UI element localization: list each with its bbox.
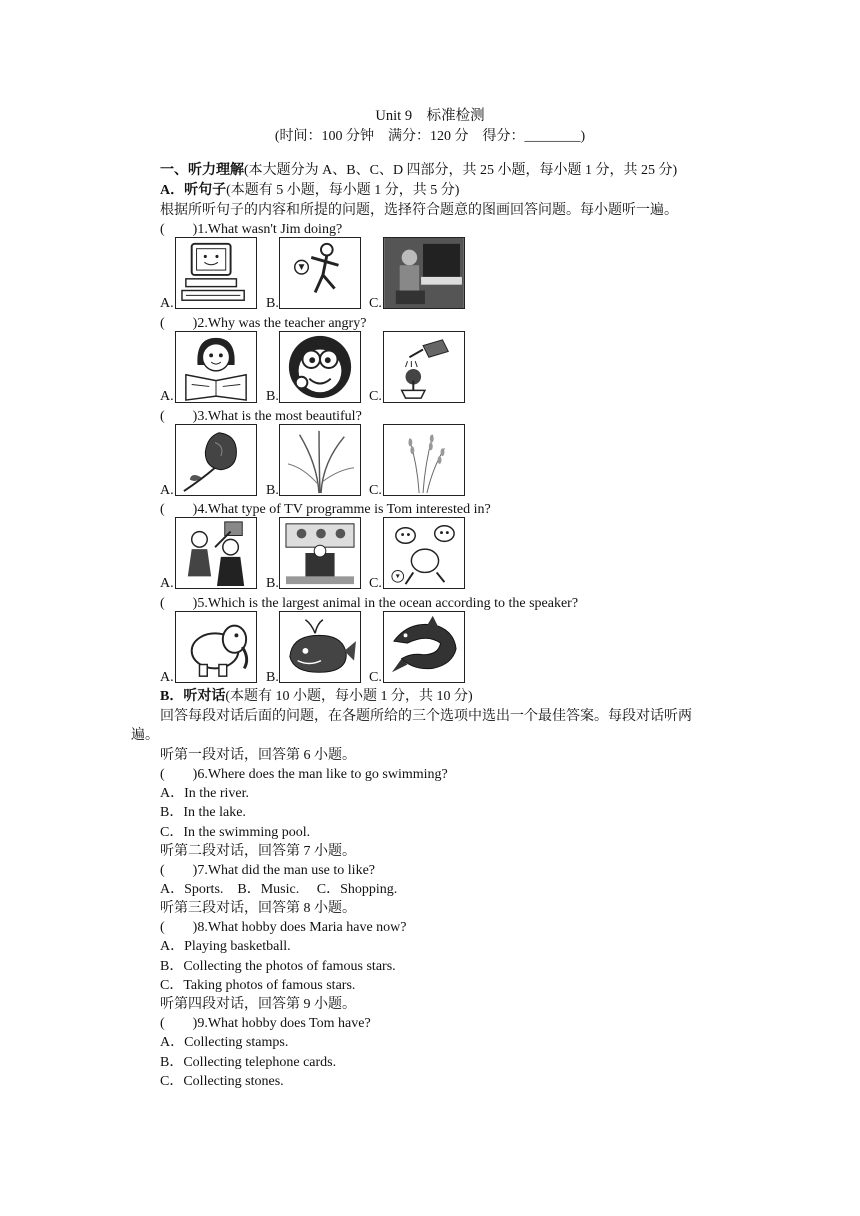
q2-option-c-label: C. (369, 389, 382, 404)
dialog-line: C．In the swimming pool. (160, 825, 311, 840)
q3-option-c-label: C. (369, 483, 382, 498)
q3-option-a-label: A. (160, 483, 174, 498)
q3-option-b-label: B. (266, 483, 279, 498)
part-b-heading (160, 688, 473, 706)
dialog-line: C．Collecting stones. (160, 1074, 284, 1089)
dialog-line: ( )8.What hobby does Maria have now? (160, 920, 407, 935)
q2-option-b-label: B. (266, 389, 279, 404)
part-b-instruction-line1: 回答每段对话后面的问题，在各题所给的三个选项中选出一个最佳答案。每段对话听两 (160, 709, 692, 724)
dolphin-icon (383, 611, 465, 683)
part-a-instruction: 根据所听句子的内容和所提的问题，选择符合题意的图画回答问题。每小题听一遍。 (160, 203, 678, 218)
dialog-line: ( )6.Where does the man like to go swimming? (160, 767, 448, 782)
rice-plant-icon (383, 424, 465, 496)
question-4-stem: ( )4.What type of TV programme is Tom interested in? (160, 502, 491, 517)
section-note: (本大题分为 A、B、C、D 四部分，共 25 小题，每小题 1 分，共 25 分) (244, 163, 678, 178)
page-subtitle: (时间：100 分钟 满分：120 分 得分：________) (274, 129, 586, 144)
watering-plant-icon (383, 331, 465, 403)
question-1-stem: ( )1.What wasn't Jim doing? (160, 222, 343, 237)
cartoon-icon (383, 517, 465, 589)
part-a-heading (160, 182, 459, 200)
section-heading (160, 162, 677, 180)
q4-option-b-label: B. (266, 576, 279, 591)
soccer-player-icon (279, 237, 361, 309)
question-3-stem: ( )3.What is the most beautiful? (160, 409, 362, 424)
part-b-title: B．听对话 (160, 689, 226, 704)
drama-icon (175, 517, 257, 589)
question-2-stem: ( )2.Why was the teacher angry? (160, 316, 367, 331)
elephant-icon (175, 611, 257, 683)
dialog-line: C．Taking photos of famous stars. (160, 978, 356, 993)
part-a-note: (本题有 5 小题，每小题 1 分，共 5 分) (226, 183, 460, 198)
q1-option-a-label: A. (160, 296, 174, 311)
dialog-line: B．Collecting the photos of famous stars. (160, 959, 396, 974)
part-b-note: (本题有 10 小题，每小题 1 分，共 10 分) (225, 689, 473, 704)
smiley-face-icon (279, 331, 361, 403)
dialog-line: B．Collecting telephone cards. (160, 1055, 337, 1070)
rose-icon (175, 424, 257, 496)
q4-option-a-label: A. (160, 576, 174, 591)
grass-icon (279, 424, 361, 496)
dialog-line: A．Sports. B．Music. C．Shopping. (160, 882, 398, 897)
dialog-line: 听第二段对话，回答第 7 小题。 (160, 844, 356, 859)
page-title: Unit 9 标准检测 (375, 108, 485, 124)
dialog-line: 听第四段对话，回答第 9 小题。 (160, 997, 356, 1012)
q2-option-a-label: A. (160, 389, 174, 404)
dialog-line: ( )9.What hobby does Tom have? (160, 1016, 371, 1031)
q5-option-b-label: B. (266, 670, 279, 685)
q1-option-b-label: B. (266, 296, 279, 311)
dialog-line: A．Playing basketball. (160, 939, 291, 954)
part-b-instruction-line2: 遍。 (131, 728, 159, 743)
dialog-line: ( )7.What did the man use to like? (160, 863, 375, 878)
dialog-line: 听第三段对话，回答第 8 小题。 (160, 901, 356, 916)
part-a-title: A．听句子 (160, 183, 227, 198)
q5-option-c-label: C. (369, 670, 382, 685)
dialog-line: B．In the lake. (160, 805, 246, 820)
q1-option-c-label: C. (369, 296, 382, 311)
piano-player-icon (383, 237, 465, 309)
q5-option-a-label: A. (160, 670, 174, 685)
dialog-line: A．In the river. (160, 786, 250, 801)
q4-option-c-label: C. (369, 576, 382, 591)
computer-icon (175, 237, 257, 309)
girl-reading-icon (175, 331, 257, 403)
dialog-line: 听第一段对话，回答第 6 小题。 (160, 748, 356, 763)
news-icon (279, 517, 361, 589)
dialog-line: A．Collecting stamps. (160, 1035, 289, 1050)
whale-icon (279, 611, 361, 683)
question-5-stem: ( )5.Which is the largest animal in the ocean according to the speaker? (160, 596, 579, 611)
section-title: 一、听力理解 (160, 163, 244, 178)
